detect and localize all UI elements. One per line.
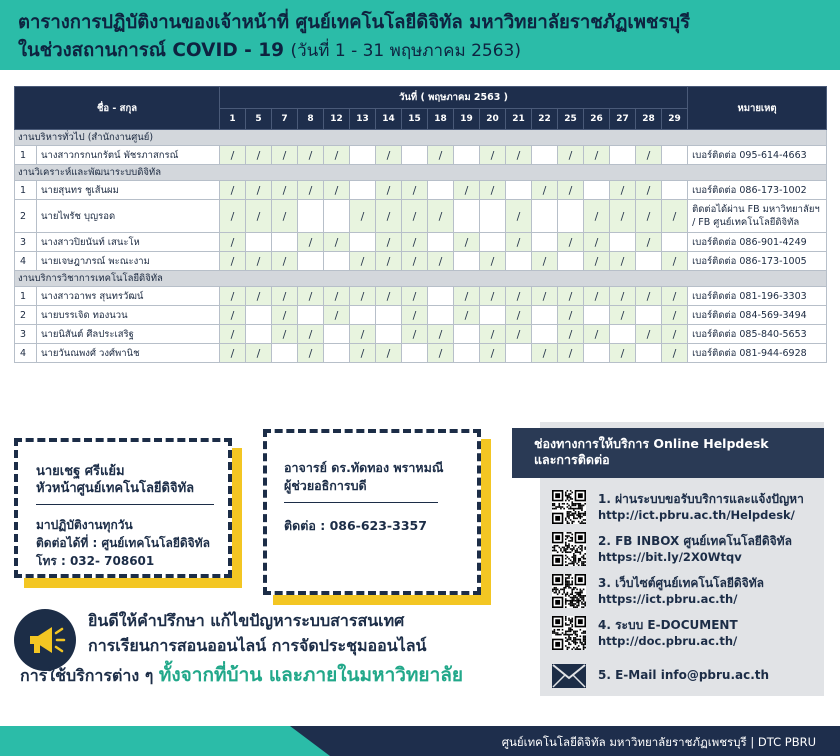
duty-mark: / [246,344,272,363]
duty-mark: / [480,344,506,363]
duty-mark: / [610,344,636,363]
empty-cell [506,252,532,271]
duty-mark: / [428,344,454,363]
duty-mark: / [402,181,428,200]
duty-mark: / [506,233,532,252]
duty-mark: / [246,181,272,200]
section-row [15,165,827,181]
col-header-month: วันที่ ( พฤษภาคม 2563 ) [220,87,688,109]
day-header: 29 [662,109,688,130]
subtitle-main: ในช่วงสถานการณ์ COVID - 19 [18,40,284,61]
duty-mark: / [298,325,324,344]
duty-mark: / [376,344,402,363]
duty-mark: / [454,233,480,252]
day-header: 8 [298,109,324,130]
row-note: เบอร์ติดต่อ 081-196-3303 [688,287,827,306]
table-row [15,287,827,306]
channel-label: 4. ระบบ E-DOCUMENT [598,618,738,632]
empty-cell [584,344,610,363]
staff-name: นายวันณพงศ์ วงศ์พานิช [37,344,220,363]
promo-line-1: ยินดีให้คำปรึกษา แก้ไขปัญหาระบบสารสนเทศ [88,611,405,630]
duty-mark: / [220,146,246,165]
day-header: 13 [350,109,376,130]
day-header: 14 [376,109,402,130]
empty-cell [428,233,454,252]
empty-cell [584,181,610,200]
staff-name: นายเจษฎาภรณ์ พะณะงาม [37,252,220,271]
card2-name: อาจารย์ ดร.ทัดทอง พราหมณี [284,460,444,475]
duty-mark: / [558,181,584,200]
card2-contact: ติดต่อ : 086-623-3357 [284,518,427,533]
row-number: 3 [15,325,37,344]
row-note: เบอร์ติดต่อ 095-614-4663 [688,146,827,165]
empty-cell [636,344,662,363]
footer-bar [0,726,840,756]
staff-name: นางสาวปิยนันท์ เสนะโห [37,233,220,252]
duty-mark: / [662,252,688,271]
staff-name: นายสุนทร ชูเส้นผม [37,181,220,200]
table-row [15,325,827,344]
duty-mark: / [298,146,324,165]
channel-link[interactable]: https://ict.pbru.ac.th/ [598,592,738,606]
empty-cell [610,233,636,252]
duty-mark: / [480,146,506,165]
row-note: ติดต่อได้ผ่าน FB มหาวิทยาลัยฯ / FB ศูนย์เทคโนโลยีดิจิทัล [688,200,827,233]
empty-cell [428,287,454,306]
empty-cell [506,181,532,200]
empty-cell [350,233,376,252]
duty-mark: / [636,181,662,200]
duty-mark: / [610,306,636,325]
section-title: งานบริการวิชาการเทคโนโลยีดิจิทัล [15,271,827,287]
duty-mark: / [298,181,324,200]
duty-mark: / [610,181,636,200]
duty-mark: / [376,181,402,200]
promo-line-3-prefix: การใช้บริการต่าง ๆ [20,666,159,685]
empty-cell [324,252,350,271]
empty-cell [532,233,558,252]
empty-cell [532,306,558,325]
duty-mark: / [532,252,558,271]
empty-cell [350,306,376,325]
duty-mark: / [402,287,428,306]
empty-cell [272,233,298,252]
duty-mark: / [402,252,428,271]
empty-cell [246,233,272,252]
duty-mark: / [584,325,610,344]
duty-mark: / [480,181,506,200]
empty-cell [298,306,324,325]
row-note: เบอร์ติดต่อ 086-901-4249 [688,233,827,252]
section-row [15,130,827,146]
staff-name: นายบรรเจิด ทองนวน [37,306,220,325]
empty-cell [506,344,532,363]
row-note: เบอร์ติดต่อ 084-569-3494 [688,306,827,325]
empty-cell [402,146,428,165]
duty-mark: / [584,287,610,306]
channel-link[interactable]: https://bit.ly/2X0Wtqv [598,550,742,564]
duty-mark: / [428,146,454,165]
empty-cell [636,252,662,271]
day-header: 21 [506,109,532,130]
contact-card-2 [263,429,481,595]
duty-mark: / [220,306,246,325]
empty-cell [636,306,662,325]
empty-cell [246,325,272,344]
card2-position: ผู้ช่วยอธิการบดี [284,478,367,493]
duty-mark: / [376,252,402,271]
footer-text: ศูนย์เทคโนโลยีดิจิทัล มหาวิทยาลัยราชภัฏเพชรบุรี | DTC PBRU [501,735,816,749]
channel-label: 2. FB INBOX ศูนย์เทคโนโลยีดิจิทัล [598,534,792,548]
empty-cell [272,344,298,363]
section-row [15,271,827,287]
row-number: 4 [15,344,37,363]
empty-cell [662,181,688,200]
promo-highlight: ทั้งจากที่บ้าน และภายในมหาวิทยาลัย [158,664,464,686]
duty-mark: / [324,287,350,306]
footer-accent [0,726,330,756]
duty-mark: / [246,200,272,233]
duty-mark: / [636,287,662,306]
row-number: 1 [15,287,37,306]
empty-cell [298,200,324,233]
duty-mark: / [246,287,272,306]
duty-mark: / [662,200,688,233]
duty-mark: / [272,181,298,200]
day-header: 15 [402,109,428,130]
duty-mark: / [324,181,350,200]
duty-mark: / [350,344,376,363]
day-header: 1 [220,109,246,130]
empty-cell [532,146,558,165]
empty-cell [610,146,636,165]
duty-mark: / [350,325,376,344]
duty-mark: / [662,344,688,363]
duty-mark: / [220,233,246,252]
card1-schedule: มาปฏิบัติงานทุกวัน [36,518,133,532]
day-header: 19 [454,109,480,130]
table-row [15,200,827,233]
duty-mark: / [610,287,636,306]
duty-mark: / [376,146,402,165]
col-header-note: หมายเหตุ [688,87,827,130]
empty-cell [428,181,454,200]
schedule-body [15,130,827,363]
duty-mark: / [350,287,376,306]
row-note: เบอร์ติดต่อ 086-173-1005 [688,252,827,271]
empty-cell [324,200,350,233]
duty-mark: / [246,146,272,165]
empty-cell [532,200,558,233]
empty-cell [324,325,350,344]
duty-mark: / [298,344,324,363]
duty-mark: / [506,325,532,344]
header-banner [0,0,840,70]
duty-mark: / [402,325,428,344]
duty-mark: / [662,306,688,325]
card1-phone: โทร : 032- 708601 [36,554,155,568]
staff-name: นายไพรัช บุญรอด [37,200,220,233]
table-row [15,306,827,325]
duty-mark: / [506,146,532,165]
empty-cell [610,325,636,344]
duty-mark: / [480,325,506,344]
section-title: งานบริหารทั่วไป (สำนักงานศูนย์) [15,130,827,146]
table-row [15,344,827,363]
duty-mark: / [428,200,454,233]
row-number: 4 [15,252,37,271]
empty-cell [376,325,402,344]
empty-cell [480,233,506,252]
duty-mark: / [220,344,246,363]
empty-cell [454,325,480,344]
schedule-table [14,86,827,363]
duty-mark: / [558,233,584,252]
duty-mark: / [532,287,558,306]
day-header: 26 [584,109,610,130]
day-header: 27 [610,109,636,130]
empty-cell [402,344,428,363]
row-number: 1 [15,181,37,200]
staff-name: นางสาวกรกนกรัตน์ พัชรภาสกรณ์ [37,146,220,165]
row-number: 3 [15,233,37,252]
empty-cell [662,146,688,165]
duty-mark: / [298,233,324,252]
day-header: 7 [272,109,298,130]
promo-line-3 [20,660,463,690]
card2-divider [284,502,438,503]
page-subtitle [18,36,521,65]
row-note: เบอร์ติดต่อ 085-840-5653 [688,325,827,344]
empty-cell [532,325,558,344]
envelope-icon [552,658,586,692]
empty-cell [324,344,350,363]
duty-mark: / [662,325,688,344]
card1-position: หัวหน้าศูนย์เทคโนโลยีดิจิทัล [36,481,195,496]
section-title: งานวิเคราะห์และพัฒนาระบบดิจิทัล [15,165,827,181]
card1-contact: ติดต่อได้ที่ : ศูนย์เทคโนโลยีดิจิทัล [36,536,210,550]
duty-mark: / [350,252,376,271]
empty-cell [246,306,272,325]
helpdesk-panel-header [512,428,824,478]
day-header: 5 [246,109,272,130]
duty-mark: / [506,200,532,233]
duty-mark: / [298,287,324,306]
duty-mark: / [376,287,402,306]
duty-mark: / [480,287,506,306]
duty-mark: / [584,200,610,233]
duty-mark: / [532,181,558,200]
duty-mark: / [324,306,350,325]
duty-mark: / [272,287,298,306]
staff-name: นางสาวอาพร สุนทรวัฒน์ [37,287,220,306]
row-number: 1 [15,146,37,165]
empty-cell [428,306,454,325]
duty-mark: / [558,344,584,363]
channel-label: 1. ผ่านระบบขอรับบริการและแจ้งปัญหา [598,492,804,506]
duty-mark: / [402,233,428,252]
duty-mark: / [376,233,402,252]
empty-cell [454,344,480,363]
day-header: 22 [532,109,558,130]
duty-mark: / [350,200,376,233]
empty-cell [558,200,584,233]
duty-mark: / [272,252,298,271]
empty-cell [376,306,402,325]
table-row [15,146,827,165]
duty-mark: / [454,287,480,306]
page-title: ตารางการปฏิบัติงานของเจ้าหน้าที่ ศูนย์เทคโนโลยีดิจิทัล มหาวิทยาลัยราชภัฏเพชรบุรี [18,12,691,33]
empty-cell [480,306,506,325]
helpdesk-title-line2: และการติดต่อ [534,452,610,467]
empty-cell [454,252,480,271]
day-header: 28 [636,109,662,130]
duty-mark: / [272,200,298,233]
duty-mark: / [272,146,298,165]
table-row [15,233,827,252]
duty-mark: / [584,252,610,271]
duty-mark: / [636,325,662,344]
empty-cell [298,252,324,271]
duty-mark: / [324,146,350,165]
duty-mark: / [272,306,298,325]
duty-mark: / [558,325,584,344]
duty-mark: / [558,146,584,165]
duty-mark: / [584,233,610,252]
channel-label: 5. E-Mail info@pbru.ac.th [598,668,770,682]
empty-cell [454,146,480,165]
duty-mark: / [428,252,454,271]
duty-mark: / [376,200,402,233]
duty-mark: / [402,200,428,233]
duty-mark: / [454,181,480,200]
duty-mark: / [402,306,428,325]
duty-mark: / [272,325,298,344]
row-note: เบอร์ติดต่อ 086-173-1002 [688,181,827,200]
duty-mark: / [662,287,688,306]
duty-mark: / [610,200,636,233]
card1-divider [36,504,214,505]
duty-mark: / [220,287,246,306]
duty-mark: / [220,325,246,344]
empty-cell [558,252,584,271]
helpdesk-title [534,436,769,468]
promo-line-2: การเรียนการสอนออนไลน์ การจัดประชุมออนไลน์ [88,636,427,655]
empty-cell [350,146,376,165]
duty-mark: / [454,306,480,325]
channel-label: 3. เว็บไซต์ศูนย์เทคโนโลยีดิจิทัล [598,576,764,590]
day-header: 20 [480,109,506,130]
duty-mark: / [506,287,532,306]
table-row [15,181,827,200]
duty-mark: / [506,306,532,325]
duty-mark: / [220,200,246,233]
duty-mark: / [324,233,350,252]
channel-link[interactable]: http://ict.pbru.ac.th/Helpdesk/ [598,508,795,522]
row-note: เบอร์ติดต่อ 081-944-6928 [688,344,827,363]
empty-cell [662,233,688,252]
duty-mark: / [636,200,662,233]
duty-mark: / [558,306,584,325]
duty-mark: / [480,252,506,271]
day-header: 25 [558,109,584,130]
duty-mark: / [246,252,272,271]
duty-mark: / [428,325,454,344]
card1-name: นายเชฐ ศรีแย้ม [36,464,125,479]
empty-cell [350,181,376,200]
col-header-name: ชื่อ - สกุล [15,87,220,130]
helpdesk-title-line1: ช่องทางการให้บริการ Online Helpdesk [534,436,769,451]
table-row [15,252,827,271]
duty-mark: / [220,252,246,271]
channel-link[interactable]: http://doc.pbru.ac.th/ [598,634,738,648]
day-header: 18 [428,109,454,130]
duty-mark: / [636,146,662,165]
row-number: 2 [15,306,37,325]
duty-mark: / [584,146,610,165]
empty-cell [454,200,480,233]
duty-mark: / [610,252,636,271]
subtitle-date: (วันที่ 1 - 31 พฤษภาคม 2563) [290,41,521,61]
duty-mark: / [220,181,246,200]
duty-mark: / [558,287,584,306]
duty-mark: / [636,233,662,252]
row-number: 2 [15,200,37,233]
empty-cell [480,200,506,233]
duty-mark: / [532,344,558,363]
staff-name: นายนิสันต์ ศีลประเสริฐ [37,325,220,344]
day-header: 12 [324,109,350,130]
empty-cell [584,306,610,325]
